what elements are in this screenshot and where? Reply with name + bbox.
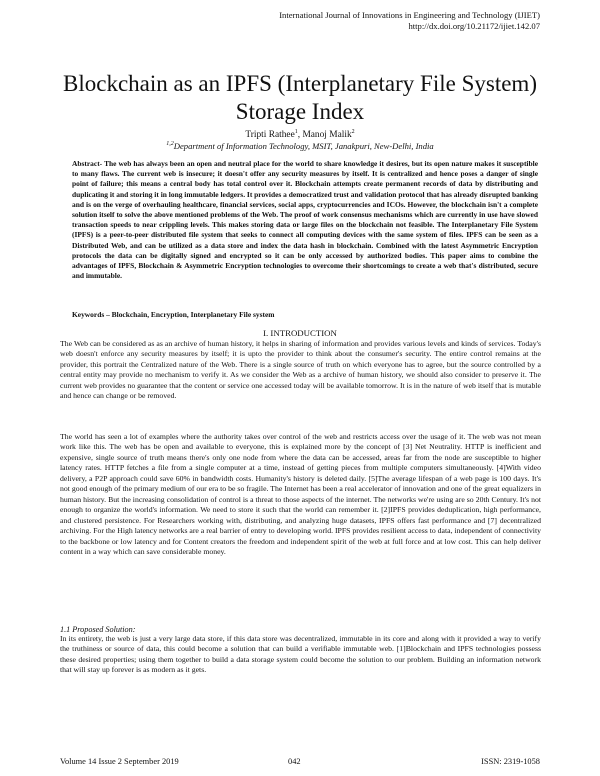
running-header [279,10,540,32]
intro-paragraph-2: The world has seen a lot of examples where the authority takes over control of the web and restricts access over the usage of it. The web was not mean work like this. The web has be open and available to everyone, this is explained more by the concept of [3] Net Neutrality. HTTP is inefficient and expensive, single source of truth means there's only one node from where the data can be accessed, areas far from the node are susceptible to higher latency rates. HTTP fetches a file from a single computer at a time, instead of getting pieces from multiple computers simultaneously. [4]With video delivery, a P2P approach could save 60% in bandwidth costs. Humanity's history is deleted daily. [5]The average lifespan of a web page is 100 days. It's not good enough of the primary medium of our era to be so fragile. The Internet has been a real accelerator of innovation and one of the great equalizers in human history. But the increasing consolidation of control is a threat to those aspects of the internet. The networks we're using are so 20th Century. It's not enough to organize the world's information. We need to store it such that the world can remember it. [2]IPFS provides deduplication, high performance, and clustered persistence. For Researchers working with, distributing, and analyzing huge datasets, IPFS offers fast performance and [7] decentralized archiving. For the High latency networks are a real barrier of entry to developing world. IPFS provides resilient access to data, independent of connectivity to the backbone or low latency and for Content creators the freedom and independent spirit of the web at full force and at low cost. This can help deliver content in a way which can save considerable money. [60,432,541,556]
footer-page-number: 042 [288,757,301,766]
author-2-sup: 2 [351,129,355,135]
subsection-heading-proposed-solution: 1.1 Proposed Solution: [60,625,136,634]
affiliation-text: Department of Information Technology, MSIT, Janakpuri, New-Delhi, India [173,141,434,151]
author-line [60,129,540,141]
author-1-sup: 1 [294,129,298,135]
intro-paragraph-1: The Web can be considered as as an archive of human history, it helps in sharing of information and provides various levels and kinds of services. Today's web doesn't enforce any security measures by itself; it is upto the provider to think about the consumer's security. The entire control remains at the provider, this portrait the Centralized nature of the Web. There is a single source of truth on which everyone has to agree, but the source controlled by a central entity may provide no mechanism to verify it. As we consider the Web as a archive of human history, we should also consider to preserve it. The current web provides no guarantee that the content or service one accessed today will be available tomorrow. It is in the nature of web itself that is mutable and hence can change or be removed. [60,339,541,401]
journal-name: International Journal of Innovations in Engineering and Technology (IJIET) [279,10,540,20]
paper-title: Blockchain as an IPFS (Interplanetary File System) Storage Index [63,71,537,124]
author-1: Tripti Rathee [245,130,295,140]
keywords: Keywords – Blockchain, Encryption, Interplanetary File system [72,310,275,319]
footer-issn: ISSN: 2319-1058 [481,757,540,766]
abstract: Abstract- The web has always been an open and neutral place for the world to share knowledge it desires, but its open nature makes it susceptible to many flaws. The current web is insecure; it doesn't offer any security measures by itself. It is centralized and hence poses a danger of single point of failure; this means a central body has total control over it. Blockchain attempts create permanent records of data by distributing and duplicating it and storing it in long immutable ledgers. It provides a democratized trust and validation protocol that has already disrupted banking and is on the verge of overhauling healthcare, financial services, social apps, cryptocurrencies and ICOs. However, the blockchain isn't a complete solution itself to solve the above mentioned problems of the Web. The proof of work consensus mechanisms which are currently in use have slowed transaction speeds to near crippling levels. This makes storing data or large files on the blockchain not feasible. The Interplanetary File System (IPFS) is a peer-to-peer distributed file system that seeks to connect all computing devices with the same system of files. IPFS can be seen as a Distributed Web, and can be utilized as a data store and index the data hash in blockchain. Combined with the latest Asymmetric Encryption protocols the data can be digitally signed and encrypted so it can be only accessed by authorized bodies. This paper aims to combine the advantages of IPFS, Blockchain & Asymmetric Encryption technologies to overcome their shortcomings to create a web that's distributed, secure and immutable. [72,159,538,281]
section-heading-introduction: I. INTRODUCTION [263,328,337,338]
proposed-solution-paragraph: In its entirety, the web is just a very large data store, if this data store was decentralized, immutable in its core and along with it provided a way to verify the truthiness or source of data, this could become a solution that can build a verifiable immutable web. [1]Blockchain and IPFS technologies possess these desired properties; using them together to build a data storage system could become the solution to our problem. Building an information network that will stay up forever is as modern as it gets. [60,634,541,675]
affiliation-sup: 1,2 [166,141,174,147]
affiliation [60,141,540,152]
author-2: Manoj Malik [302,130,352,140]
footer-volume: Volume 14 Issue 2 September 2019 [60,757,179,766]
author-separator: , [297,130,303,140]
doi-link[interactable]: http://dx.doi.org/10.21172/ijiet.142.07 [408,21,540,31]
